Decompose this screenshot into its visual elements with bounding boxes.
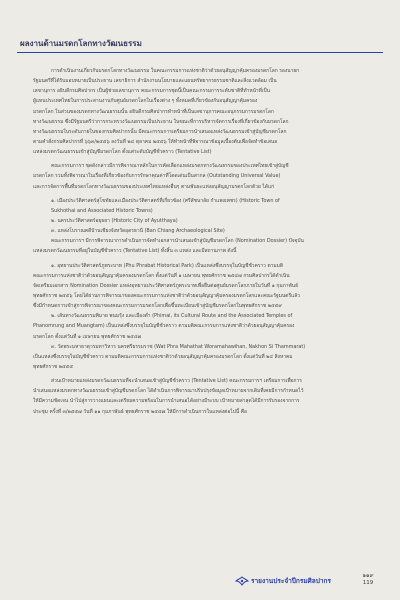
text-line: ๓. วัดพระมหาธาตุวรมหาวิหาร นครศรีธรรมราช (Wat Phra Mahathat Woramahawihan, Nakhon Si Thammarat) (51, 343, 306, 350)
text-line: ซึ่งมีกำหนดการเข้าสู่การพิจารณาของคณะกรรมการมรดกโลกเพื่อขึ้นทะเบียนเข้าสู่บัญชีมรดกโลกในพุทธศักราช ๒๕๕๙ (33, 303, 282, 310)
text-line: มรดกโลก ตั้งแต่วันที่ ๑ เมษายน พุทธศักราช ๒๕๔๗ (33, 333, 142, 340)
text-line: รัฐมนตรีที่ได้รับมอบหมายเป็นประธาน เลขาธิการ สำนักงานนโยบายและแผนทรัพยากรธรรมชาติและสิ่งแวดล้อม เป็น (33, 78, 277, 85)
text-line: Sukhothai and Associated Historic Towns) (51, 207, 153, 214)
text-line: ๒. นครประวัติศาสตร์อยุธยา (Historic City of Ayutthaya) (51, 217, 178, 224)
text-line: การดำเนินงานเกี่ยวกับมรดกโลกทางวัฒนธรรม ในคณะกรรมการแห่งชาติว่าด้วยอนุสัญญาคุ้มครองมรดกโลก รองนายก (51, 68, 300, 74)
text-line: และการจัดการพื้นที่มรดกโลกทางวัฒนธรรมของประเทศไทยแหล่งอื่นๆ ตามพันธะแห่งอนุสัญญามรดกโลกด้วย ได้แก่ (33, 183, 275, 190)
text-line: เป็นแหล่งซึ่งบรรจุในบัญชีชั่วคราว ตามมติคณะกรรมการแห่งชาติว่าด้วยอนุสัญญาคุ้มครองมรดกโลก ตั้งแต่วันที่ ๒๔ สิงหาคม (33, 353, 293, 360)
text-line: ๑. อุทยานประวัติศาสตร์ภูพระบาท (Phu Phrabat Historical Park) เป็นแหล่งซึ่งบรรจุในบัญชีชั่วคราว ตามมติ (51, 262, 284, 269)
body-text (33, 66, 369, 417)
text-line: คณะกรรมการฯ มีการพิจารณาการดำเนินการจัดทำเอกสารนำเสนอเข้าสู่บัญชีมรดกโลก (Nomination Dossier) ปัจจุบัน (51, 238, 304, 245)
page-number-arabic: 119 (362, 580, 374, 586)
text-line: ทางวัฒนธรรมในระดับภายในของกรมศิลปากรนั้น มีคณะกรรมการเตรียมการนำเสนอแหล่งวัฒนธรรมเข้าสู่บัญชีมรดกโลก (33, 128, 287, 135)
text-line: ๓. แหล่งโบราณคดีบ้านเชียงจังหวัดอุดรธานี (Ban Chiang Archaeological Site) (51, 228, 225, 235)
text-line: คณะกรรมการฯ ชุดดังกล่าวมีการพิจารณาหลักในการคัดเลือกแหล่งมรดกทางวัฒนธรรมของประเทศไทยเข้าสู่บัญชี (51, 163, 289, 170)
footer-org-name: รายงานประจำปีกรมศิลปากร (251, 577, 331, 585)
text-line: มรดกโลก ในส่วนของมรดกทางวัฒนธรรมนั้น อธิบดีกรมศิลปากรทำหน้าที่เป็นเลขานุการคณะอนุกรรมการมรดกโลก (33, 108, 274, 115)
text-line: ผู้แทนประเทศไทยในการประสานงานกับศูนย์มรดกโลกในเรื่องต่าง ๆ ทั้งหมดที่เกี่ยวข้องกับอนุสัญญาคุ้มครอง (33, 98, 258, 105)
fine-arts-department-logo-icon (235, 576, 249, 586)
section-heading: ผลงานด้านมรดกโลกทางวัฒนธรรม (20, 39, 142, 48)
page-number (356, 573, 380, 587)
text-line: Phanomrung and Muangtam) เป็นแหล่งซึ่งบรรจุในบัญชีชั่วคราว ตามมติคณะกรรมการแห่งชาติว่าด้วยอนุสัญญาคุ้มครอง (33, 323, 295, 330)
text-line: คณะกรรมการแห่งชาติว่าด้วยอนุสัญญาคุ้มครองมรดกโลก ตั้งแต่วันที่ ๑ เมษายน พุทธศักราช ๒๕๔๗ กรมศิลปากรได้ดำเนิน (33, 272, 290, 279)
text-line: แหล่งมรดกวัฒนธรรมเข้าสู่บัญชีมรดกโลก ตั้งแต่ระดับบัญชีชั่วคราว (Tentative List) (33, 149, 212, 156)
text-line: ให้มีความชัดเจน นำไปสู่การวางแผนและเตรียมความพร้อมในการนำเสนอได้อย่างมีระบบ เป้าหมายล่าสุดได้มีการรับรองจากการ (33, 398, 300, 405)
text-line: ๒. เส้นทางวัฒนธรรมพิมาย พนมรุ้ง และเมืองต่ำ (Phimai, its Cultural Route and the Associated Temples of (51, 313, 293, 320)
text-line: ตามคำสั่งกรมศิลปากรที่ ๖๖๓/๒๕๕๖ ลงวันที่ ๒๔ ตุลาคม ๒๕๕๖ ให้ทำหน้าที่พิจารณาข้อมูลเบื้องต้นเพื่อจัดทำข้อเสนอ (33, 138, 278, 145)
text-line: ส่วนเป้าหมายแหล่งมรดกวัฒนธรรมที่จะนำเสนอเข้าสู่บัญชีชั่วคราว (Tentative List) คณะกรรมการฯ เตรียมการเพื่อการ (51, 378, 302, 385)
text-line: ประชุม ครั้งที่ ๓/๒๕๕๗ วันที่ ๑๑ กุมภาพันธ์ พุทธศักราช ๒๕๕๗ ให้มีการดำเนินการในแหล่งต่อไปนี้ คือ (33, 408, 247, 415)
text-line: ทางวัฒนธรรม ซึ่งมีรัฐมนตรีว่าการกระทรวงวัฒนธรรมเป็นประธาน ในขณะที่การบริหารจัดการเรื่องที่เกี่ยวข้องกับมรดกโลก (33, 118, 289, 125)
text-line: จัดเตรียมเอกสาร Nomination Dossier แหล่งอุทยานประวัติศาสตร์ภูพระบาทเพื่อยื่นต่อศูนย์มรดกโลกภายในวันที่ ๑ กุมภาพันธ์ (33, 282, 299, 289)
text-line: แหล่งมรดกวัฒนธรรมที่อยู่ในบัญชีชั่วคราว (Tentative List) ทั้งสิ้น ๓ แหล่ง และมีสถานภาพ ดังนี้ (33, 248, 237, 255)
text-line: มรดกโลก รวมทั้งพิจารณาในเรื่องที่เกี่ยวข้องกับการรักษาคุณค่าที่โดดเด่นเป็นสากล (Outstanding Universal Value) (33, 173, 281, 180)
text-line: พุทธศักราช ๒๕๕๕ (33, 363, 74, 370)
text-line: เลขานุการ อธิบดีกรมศิลปากร เป็นผู้ช่วยเลขานุการ คณะกรรมการชุดนี้เป็นคณะกรรมการระดับชาติที่ทำหน้าที่เป็น (33, 88, 271, 95)
text-line: นำเสนอแหล่งมรดกทางวัฒนธรรมเข้าสู่บัญชีมรดกโลก ได้ดำเนินการพิจารณาปรับปรุงข้อมูลเป้าหมายจากเดิมที่เคยมีการกำหนดไว้ (33, 388, 304, 395)
text-line: ๑. เมืองประวัติศาสตร์สุโขทัยและเมืองประวัติศาสตร์ที่เกี่ยวข้อง (ศรีสัชนาลัย กำแพงเพชร) (Historic Town of (51, 197, 280, 204)
page-number-thai: ๑๑๙ (362, 573, 374, 579)
text-line: พุทธศักราช ๒๕๕๖ โดยได้ผ่านการพิจารณาของคณะกรรมการแห่งชาติว่าด้วยอนุสัญญาคุ้มครองมรดกโลกและคณะรัฐมนตรีแล้ว (33, 292, 300, 299)
